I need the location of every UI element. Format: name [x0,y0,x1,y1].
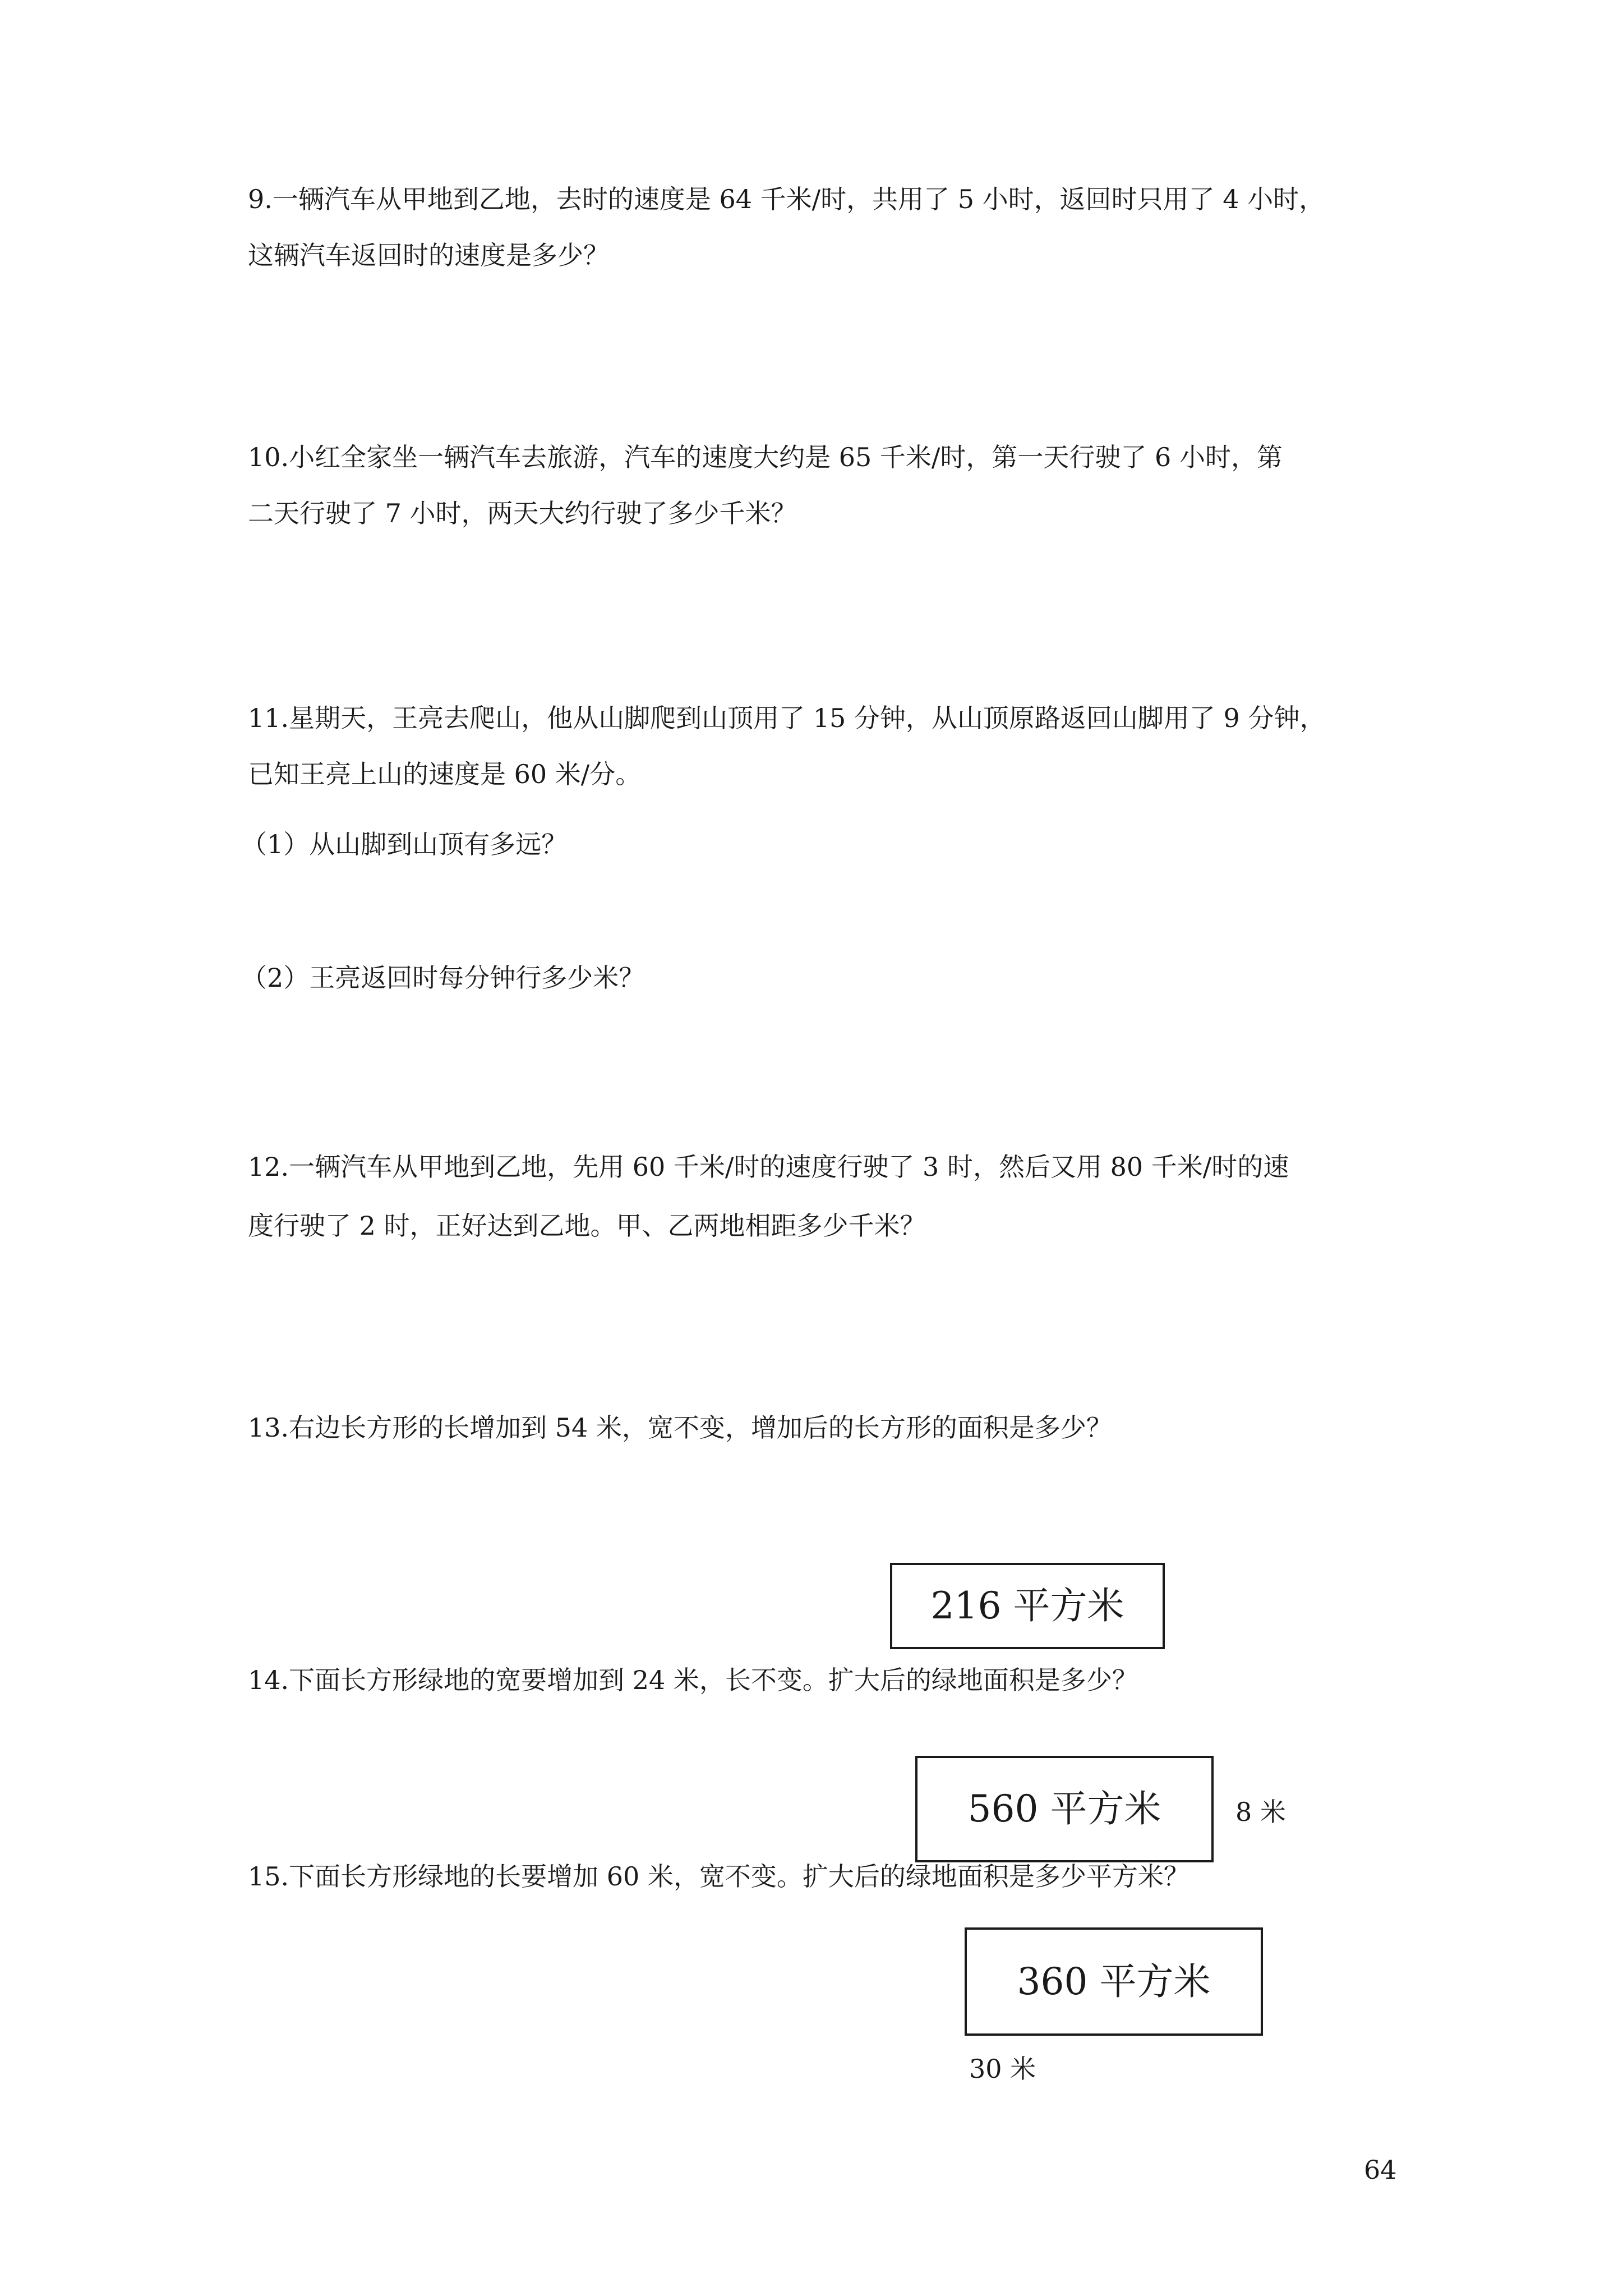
question-11-sub-1: （1）从山脚到山顶有多远？ [241,829,568,859]
question-11-line-1: 11.星期天，王亮去爬山，他从山脚爬到山顶用了 15 分钟，从山顶原路返回山脚用了 9 分钟， [248,703,1326,733]
width-label-8m: 8 米 [1235,1797,1286,1827]
rectangle-560 [915,1756,1214,1862]
length-label-30m: 30 米 [969,2054,1036,2084]
page-number: 64 [1364,2155,1397,2185]
rectangle-360 [965,1927,1263,2036]
question-14-line-1: 14.下面长方形绿地的宽要增加到 24 米，长不变。扩大后的绿地面积是多少？ [248,1665,1138,1695]
question-15-line-1: 15.下面长方形绿地的长要增加 60 米，宽不变。扩大后的绿地面积是多少平方米？ [248,1861,1189,1892]
rectangle-560-label: 560 平方米 [967,1787,1161,1830]
question-9-line-2: 这辆汽车返回时的速度是多少？ [248,240,609,270]
question-12-line-1: 12.一辆汽车从甲地到乙地，先用 60 千米/时的速度行驶了 3 时，然后又用 80 千米/时的速 [248,1152,1289,1182]
question-9-line-1: 9.一辆汽车从甲地到乙地，去时的速度是 64 千米/时，共用了 5 小时，返回时只用了 4 小时， [248,184,1325,214]
question-12-line-2: 度行驶了 2 时，正好达到乙地。甲、乙两地相距多少千米？ [248,1211,926,1241]
rectangle-216-label: 216 平方米 [930,1584,1124,1627]
rectangle-360-label: 360 平方米 [1017,1959,1211,2003]
question-10-line-1: 10.小红全家坐一辆汽车去旅游，汽车的速度大约是 65 千米/时，第一天行驶了 6 小时，第 [248,442,1283,472]
question-10-line-2: 二天行驶了 7 小时，两天大约行驶了多少千米？ [248,498,797,528]
question-13-line-1: 13.右边长方形的长增加到 54 米，宽不变，增加后的长方形的面积是多少？ [248,1412,1112,1443]
rectangle-216 [890,1563,1165,1649]
question-11-sub-2: （2）王亮返回时每分钟行多少米？ [241,963,645,993]
question-11-line-2: 已知王亮上山的速度是 60 米/分。 [248,759,642,789]
